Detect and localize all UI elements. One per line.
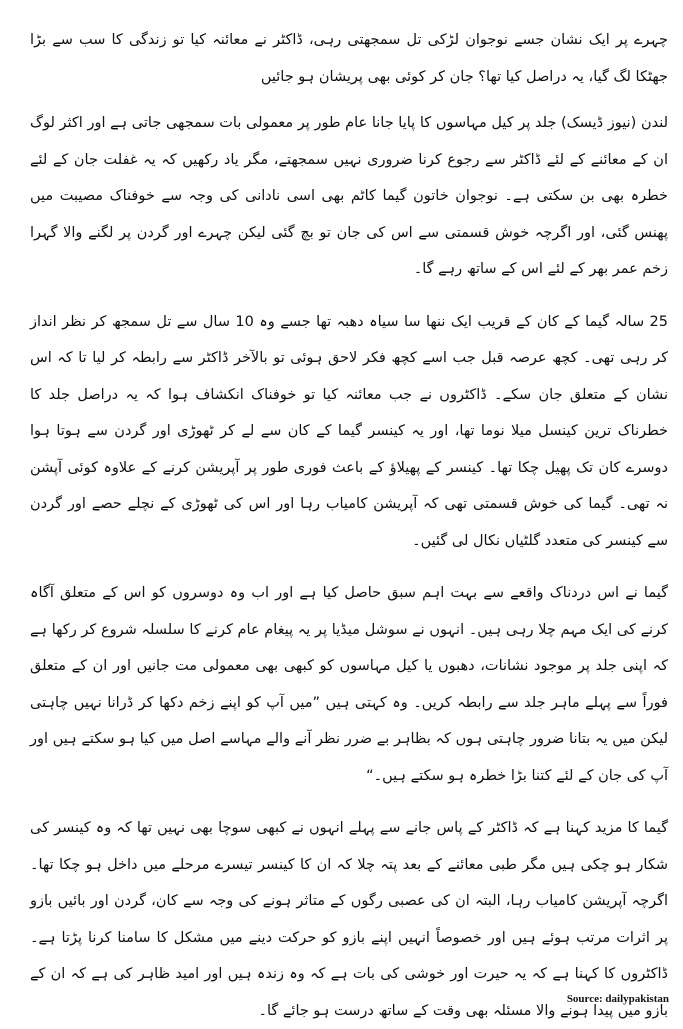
article-paragraph-diagnosis: 25 سالہ گیما کے کان کے قریب ایک ننھا سا سیاہ دھبہ تھا جسے وہ 10 سال سے تل سمجھ کر نظر انداز کر رہی تھی۔ کچھ عرصہ قبل جب اسے کچھ فکر لاحق ہوئی تو بالآخر ڈاکٹر سے رابطہ کر لیا تا کہ اس نشان کے متعلق جان سکے۔ ڈاکٹروں نے جب معائنہ کیا تو خوفناک انکشاف ہوا کہ یہ دراصل جلد کا خطرناک ترین کینسل میلا نوما تھا، اور یہ کینسر گیما کے کان سے لے کر ٹھوڑی اور گردن سے ہوتا ہوا دوسرے کان تک پھیل چکا تھا۔ کینسر کے پھیلاؤ کے باعث فوری طور پر آپریشن کرنے کے علاوہ کوئی آپشن نہ تھی۔ گیما کی خوش قسمتی تھی کہ آپریشن کامیاب رہا اور اس کی ٹھوڑی کے نچلے حصے اور گردن سے کینسر کی متعدد گلٹیاں نکال لی گئیں۔ <box>30 313 668 549</box>
article-paragraph-intro: لندن (نیوز ڈیسک) جلد پر کیل مہاسوں کا پایا جانا عام طور پر معمولی بات سمجھی جاتی ہے اور اکثر لوگ ان کے معائنے کے لئے ڈاکٹر سے رجوع کرنا ضروری نہیں سمجھتے، مگر یاد رکھیں کہ یہ غفلت جان کے لئے خطرہ بھی بن سکتی ہے۔ نوجوان خاتون گیما کاٹم بھی اسی نادانی کی وجہ سے خوفناک مصیبت میں پھنس گئی، اور اگرچہ خوش قسمتی سے اس کی جان تو بچ گئی لیکن چہرے اور گردن پر لگنے والا گہرا زخم عمر بھر کے لئے اس کے ساتھ رہے گا۔ <box>30 115 668 277</box>
article-headline-paragraph: چہرے پر ایک نشان جسے نوجوان لڑکی تل سمجھتی رہی، ڈاکٹر نے معائنہ کیا تو زندگی کا سب سے بڑا جھٹکا لگ گیا، یہ دراصل کیا تھا؟ جان کر کوئی بھی پریشان ہو جائیں <box>30 32 668 85</box>
article-paragraph-campaign: گیما نے اس دردناک واقعے سے بہت اہم سبق حاصل کیا ہے اور اب وہ دوسروں کو اس کے متعلق آگاہ کرنے کی ایک مہم چلا رہی ہیں۔ انہوں نے سوشل میڈیا پر یہ پیغام عام کرنے کا سلسلہ شروع کر رکھا ہے کہ اپنی جلد پر موجود نشانات، دھبوں یا کیل مہاسوں کو کبھی بھی معمولی مت جانیں اور ان کے متعلق فوراً سے پہلے ماہر جلد سے رابطہ کریں۔ وہ کہتی ہیں ”میں آپ کو اپنے زخم دکھا کر ڈرانا نہیں چاہتی لیکن میں یہ بتانا ضرور چاہتی ہوں کہ بظاہر بے ضرر نظر آنے والے مہاسے اصل میں کیا ہو سکتے ہیں اور آپ کی جان کے لئے کتنا بڑا خطرہ ہو سکتے ہیں۔“ <box>30 585 668 784</box>
article-paragraph-recovery: گیما کا مزید کہنا ہے کہ ڈاکٹر کے پاس جانے سے پہلے انہوں نے کبھی سوچا بھی نہیں تھا کہ وہ کینسر کی شکار ہو چکی ہیں مگر طبی معائنے کے بعد پتہ چلا کہ ان کا کینسر تیسرے مرحلے میں داخل ہو چکا تھا۔ اگرچہ آپریشن کامیاب رہا، البتہ ان کی عصبی رگوں کے متاثر ہونے کی وجہ سے کان، گردن اور بائیں بازو پر اثرات مرتب ہوئے ہیں اور خصوصاً انہیں اپنے بازو کو حرکت دینے میں مشکل کا سامنا کرنا پڑتا ہے۔ ڈاکٹروں کا کہنا ہے کہ یہ حیرت اور خوشی کی بات ہے کہ وہ زندہ ہیں اور امید ظاہر کی ہے کہ ان کے بازو میں پیدا ہونے والا مسئلہ بھی وقت کے ساتھ درست ہو جائے گا۔ <box>30 820 668 1019</box>
source-credit: Source: dailypakistan <box>566 993 669 1005</box>
article-body <box>30 22 668 1029</box>
